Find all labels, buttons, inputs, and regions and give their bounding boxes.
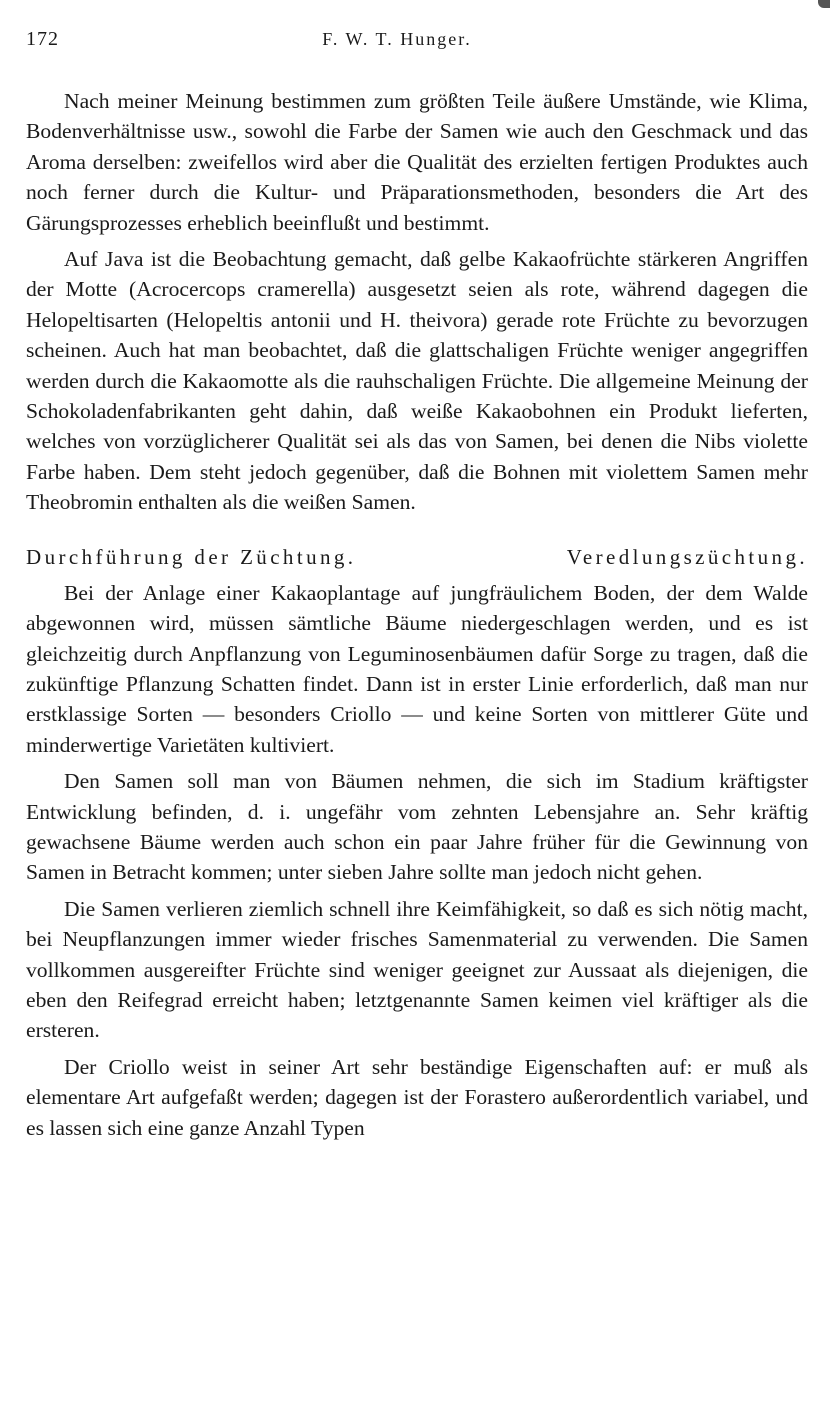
scan-corner-mark — [818, 0, 830, 8]
paragraph-1: Nach meiner Meinung bestimmen zum größten Teile äußere Umstände, wie Klima, Bodenverhältnisse usw., sowohl die Farbe der Samen wie auch den Geschmack und das Aroma derselben: zweifellos wird aber die Qualität des erzielten fertigen Produktes auch noch ferner durch die Kultur- und Präparationsmethoden, besonders die Art des Gärungsprozesses erheblich beeinflußt und bestimmt. — [26, 89, 808, 235]
section-heading-right: Veredlungszüchtung. — [566, 544, 808, 569]
section-heading-left: Durchführung der Züchtung. — [26, 544, 357, 569]
running-head: F. W. T. Hunger. — [322, 29, 472, 49]
paragraph-6: Der Criollo weist in seiner Art sehr beständige Eigenschaften auf: er muß als elementare Art aufgefaßt werden; dagegen ist der Forastero außerordentlich variabel, und es lassen sich eine ganze Anzahl Typen — [26, 1054, 808, 1140]
paragraph-4: Den Samen soll man von Bäumen nehmen, die sich im Stadium kräftigster Entwicklung befinden, d. i. ungefähr vom zehnten Lebensjahre an. Sehr kräftig gewachsene Bäume werden auch schon ein paar Jahre früher für die Gewinnung von Samen in Betracht kommen; unter sieben Jahre sollte man jedoch nicht gehen. — [26, 769, 808, 885]
paragraph-2: Auf Java ist die Beobachtung gemacht, daß gelbe Kakaofrüchte stärkeren Angriffen der Motte (Acrocercops cramerella) ausgesetzt seien als rote, während dagegen die Helopeltisarten (Helopeltis antonii und H. theivora) gerade rote Früchte zu bevorzugen scheinen. Auch hat man beobachtet, daß die glattschaligen Früchte weniger angegriffen werden durch die Kakaomotte als die rauhschaligen Früchte. Die allgemeine Meinung der Schokoladenfabrikanten geht dahin, daß weiße Kakaobohnen ein Produkt lieferten, welches von vorzüglicherer Qualität sei als das von Samen, bei denen die Nibs violette Farbe haben. Dem steht jedoch gegenüber, daß die Bohnen mit violettem Samen mehr Theobromin enthalten als die weißen Samen. — [26, 247, 808, 515]
paragraph-5: Die Samen verlieren ziemlich schnell ihre Keimfähigkeit, so daß es sich nötig macht, bei Neupflanzungen immer wieder frisches Samenmaterial zu verwenden. Die Samen vollkommen ausgereifter Früchte sind weniger geeignet zur Aussaat als diejenigen, die eben den Reifegrad erreicht haben; letztgenannte Samen keimen viel kräftiger als die ersteren. — [26, 896, 808, 1043]
section-heading — [26, 542, 808, 572]
page-number: 172 — [26, 28, 59, 50]
page-header — [26, 28, 808, 58]
book-page — [26, 28, 808, 1143]
paragraph-3: Bei der Anlage einer Kakaoplantage auf jungfräulichem Boden, der dem Walde abgewonnen wird, müssen sämtliche Bäume niedergeschlagen werden, und es ist gleichzeitig durch Anpflanzung von Leguminosenbäumen dafür Sorge zu tragen, daß die zukünftige Pflanzung Schatten findet. Dann ist in erster Linie erforderlich, daß man nur erstklassige Sorten — besonders Criollo — und keine Sorten von mittlerer Güte und minderwertige Varietäten kultiviert. — [26, 580, 808, 757]
